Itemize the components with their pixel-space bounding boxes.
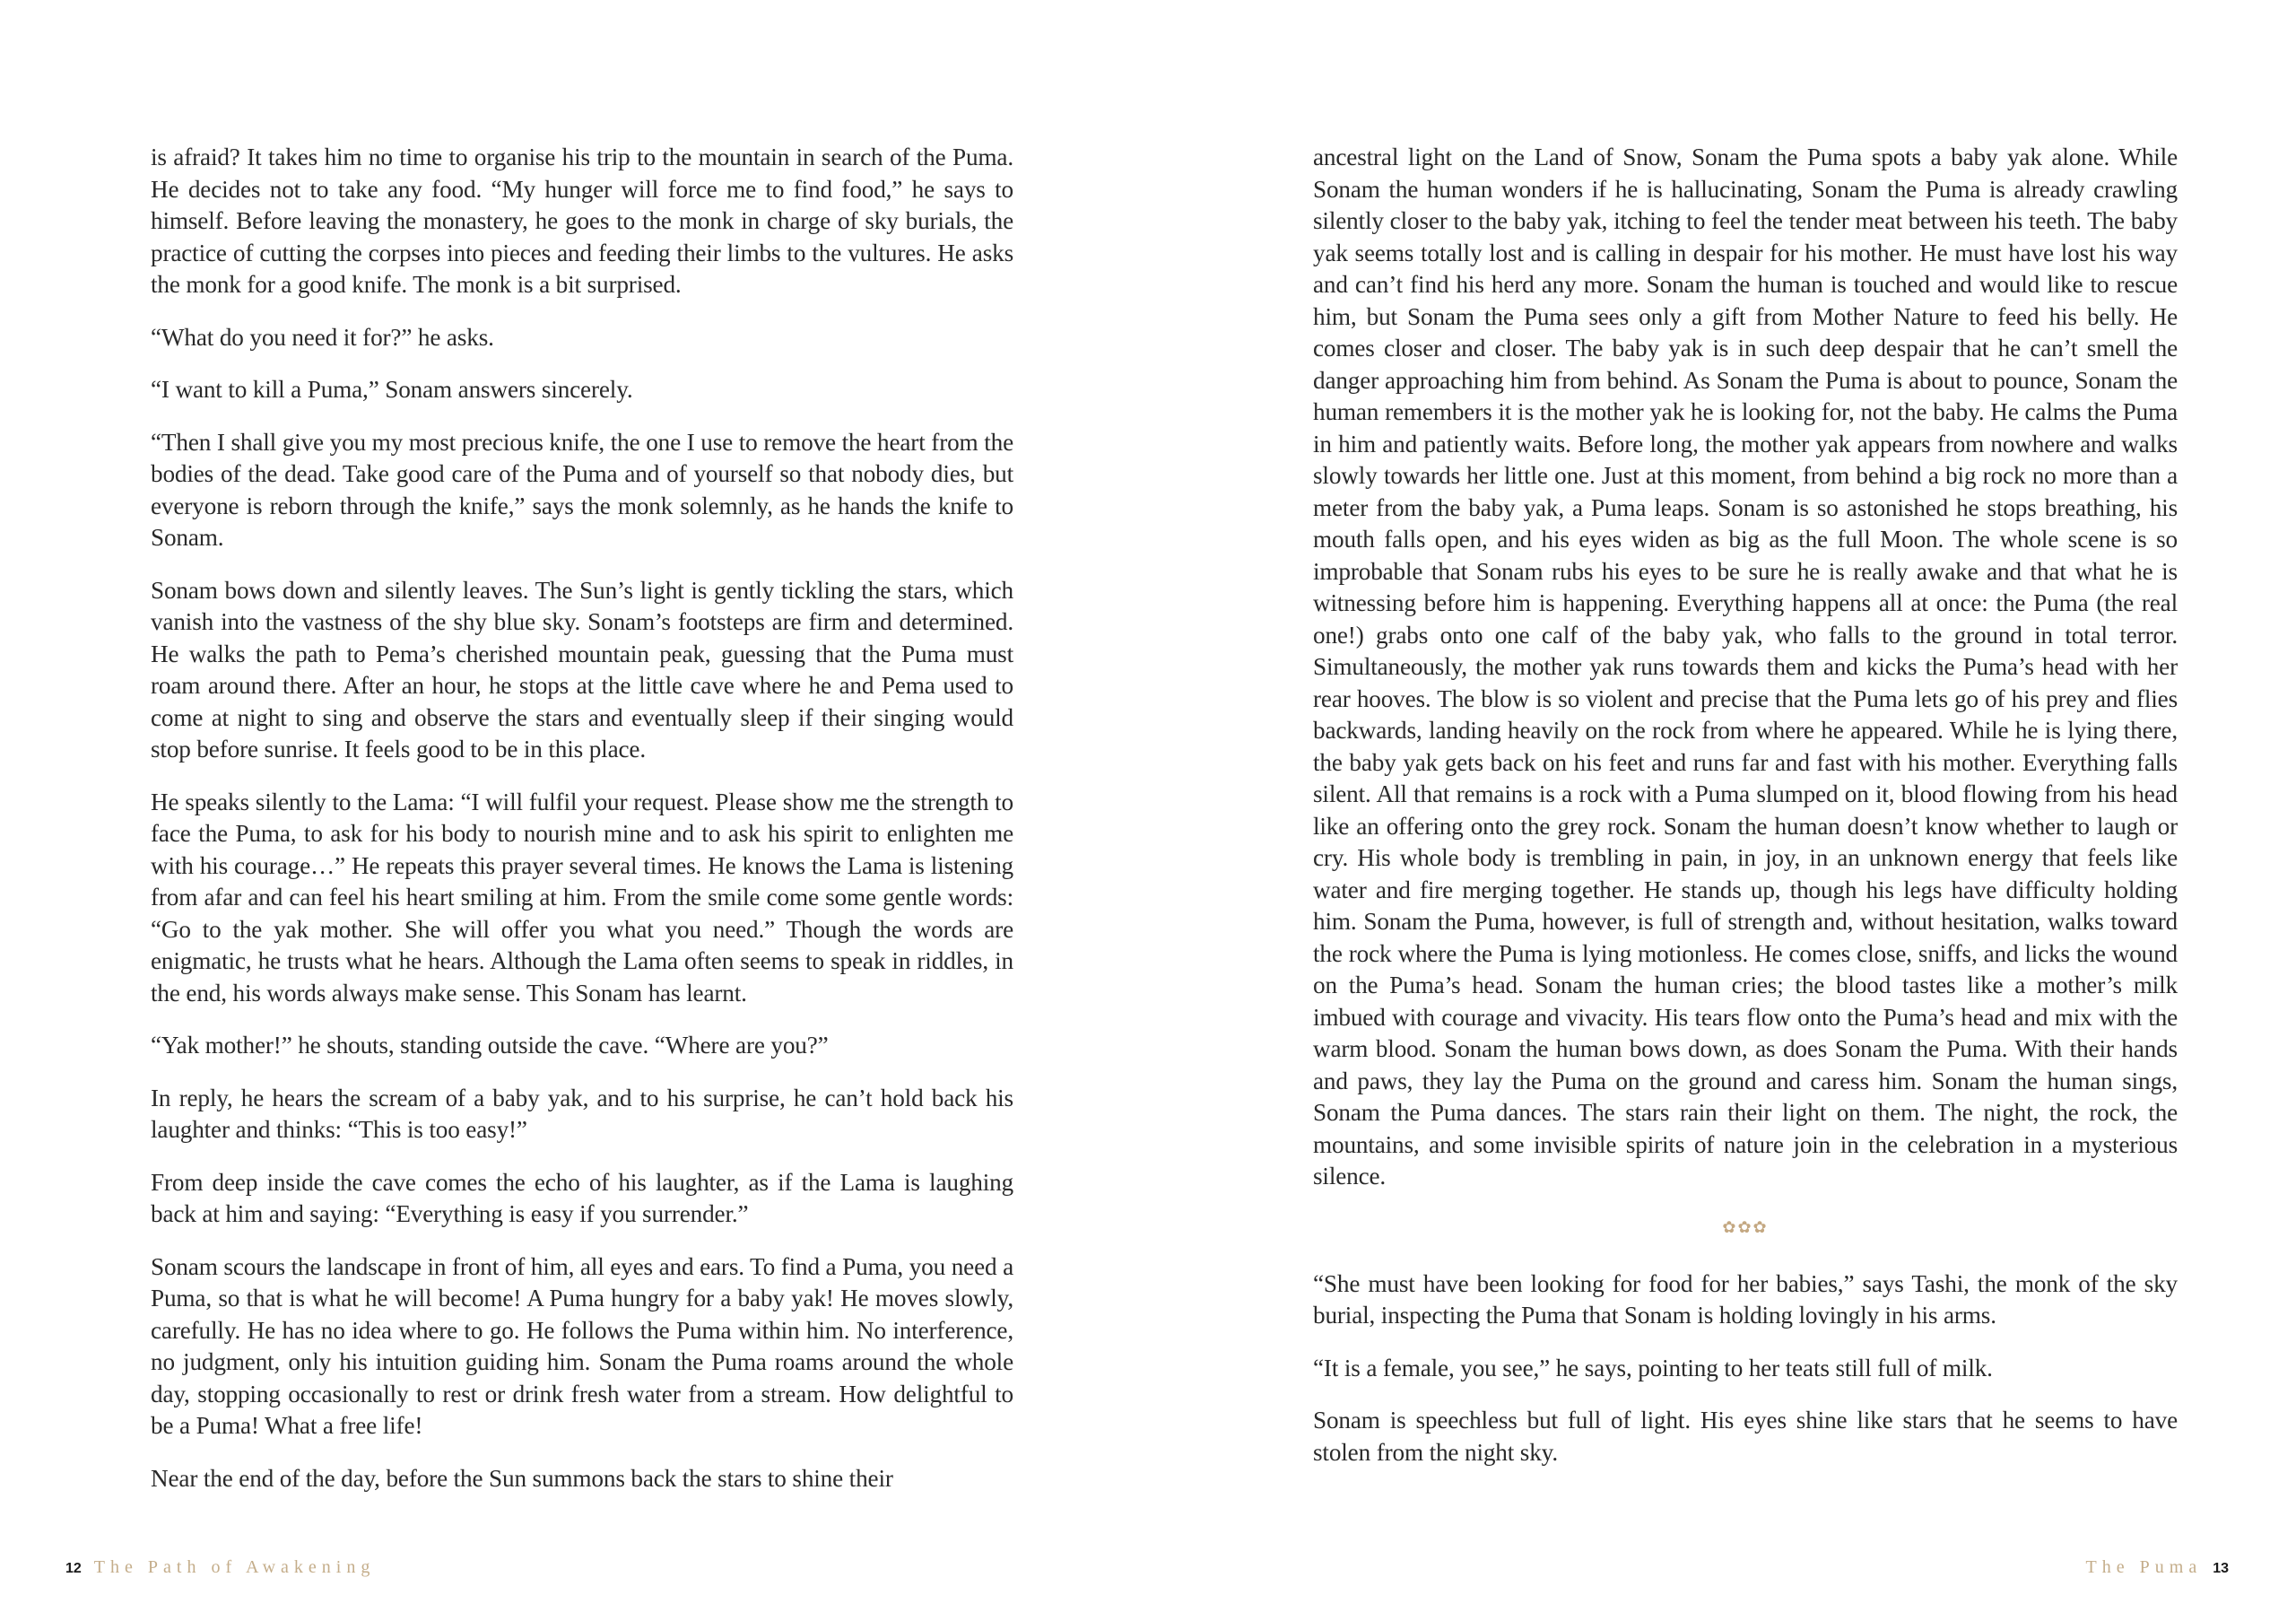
paragraph: From deep inside the cave comes the echo of his laughter, as if the Lama is laughing back at him and saying: “Everything is easy if you surrender.”: [151, 1168, 1013, 1227]
paragraph: “I want to kill a Puma,” Sonam answers sincerely.: [151, 376, 633, 403]
paragraph: Near the end of the day, before the Sun summons back the stars to shine their: [151, 1464, 893, 1492]
right-page-footer: [2086, 1556, 2229, 1580]
left-page-body: [151, 142, 1013, 1515]
left-page-footer: [65, 1556, 375, 1580]
paragraph: “What do you need it for?” he asks.: [151, 323, 494, 351]
paragraph: Sonam bows down and silently leaves. The Sun’s light is gently tickling the stars, which vanish into the vastness of the shy blue sky. Sonam’s footsteps are firm and determined. He walks the path to Pema’s cherished mountain peak, guessing that the Puma must roam around there. After an hour, he stops at the little cave where he and Pema used to come at night to sing and observe the stars and eventually sleep if their singing would stop before sunrise. It feels good to be in this place.: [151, 576, 1013, 763]
paragraph: Sonam is speechless but full of light. His eyes shine like stars that he seems to have stolen from the night sky.: [1313, 1407, 2178, 1466]
paragraph: Sonam scours the landscape in front of him, all eyes and ears. To find a Puma, you need a Puma, so that is what he will become! A Puma hungry for a baby yak! He moves slowly, carefully. He has no idea where to go. He follows the Puma within him. No interference, no judgment, only his intuition guiding him. Sonam the Puma roams around the whole day, stopping occasionally to rest or drink fresh water from a stream. How delightful to be a Puma! What a free life!: [151, 1252, 1013, 1439]
section-break-ornament: ✿✿✿: [1722, 1217, 1769, 1236]
running-title: The Path of Awakening: [93, 1557, 376, 1577]
paragraph: ancestral light on the Land of Snow, Sonam the Puma spots a baby yak alone. While Sonam the human wonders if he is hallucinating, Sonam the Puma is already crawling silently closer to the baby yak, itching to feel the tender meat between his teeth. The baby yak seems totally lost and is calling in despair for his mother. He must have lost his way and can’t find his herd any more. Sonam the human is touched and would like to rescue him, but Sonam the Puma sees only a gift from Mother Nature to feed his belly. He comes closer and closer. The baby yak is in such deep despair that he can’t smell the danger approaching him from behind. As Sonam the Puma is about to pounce, Sonam the human remembers it is the mother yak he is looking for, not the baby. He calms the Puma in him and patiently waits. Before long, the mother yak appears from nowhere and walks slowly towards her little one. Just at this moment, from behind a big rock no more than a meter from the baby yak, a Puma leaps. Sonam is so astonished he stops breathing, his mouth falls open, and his eyes widen as big as the full Moon. The whole scene is so improbable that Sonam rubs his eyes to be sure he is really awake and that what he is witnessing before him is happening. Everything happens all at once: the Puma (the real one!) grabs onto one calf of the baby yak, who falls to the ground in total terror. Simultaneously, the mother yak runs towards them and kicks the Puma’s head with her rear hooves. The blow is so violent and precise that the Puma lets go of his prey and flies backwards, landing heavily on the rock from where he appeared. While he is lying there, the baby yak gets back on his feet and runs far and fast with his mother. Everything falls silent. All that remains is a rock with a Puma slumped on it, blood flowing from his head like an offering onto the grey rock. Sonam the human doesn’t know whether to laugh or cry. His whole body is trembling in pain, in joy, in an unknown energy that feels like water and fire merging together. He stands up, though his legs have difficulty holding him. Sonam the Puma, however, is full of strength and, without hesitation, walks toward the rock where the Puma is lying motionless. He comes close, sniffs, and licks the wound on the Puma’s head. Sonam the human cries; the blood tastes like a mother’s milk imbued with courage and vivacity. His tears flow onto the Puma’s head and mix with the warm blood. Sonam the human bows down, as does Sonam the Puma. With their hands and paws, they lay the Puma on the ground and caress him. Sonam the human sings, Sonam the Puma dances. The stars rain their light on them. The night, the rock, the mountains, and some invisible spirits of nature join in the celebration in a mysterious silence.: [1313, 144, 2178, 1190]
right-page: [1148, 0, 2296, 1621]
paragraph: “Then I shall give you my most precious knife, the one I use to remove the heart from the bodies of the dead. Take good care of the Puma and of yourself so that nobody dies, but everyone is reborn through the knife,” says the monk solemnly, as he hands the knife to Sonam.: [151, 428, 1013, 551]
paragraph: “It is a female, you see,” he says, pointing to her teats still full of milk.: [1313, 1354, 1993, 1381]
paragraph: is afraid? It takes him no time to organise his trip to the mountain in search of the Puma. He decides not to take any food. “My hunger will force me to find food,” he says to himself. Before leaving the monastery, he goes to the monk in charge of sky burials, the practice of cutting the corpses into pieces and feeding their limbs to the vultures. He asks the monk for a good knife. The monk is a bit surprised.: [151, 144, 1013, 298]
page-number: 13: [2213, 1561, 2229, 1576]
paragraph: In reply, he hears the scream of a baby yak, and to his surprise, he can’t hold back his laughter and thinks: “This is too easy!”: [151, 1084, 1013, 1143]
paragraph: “She must have been looking for food for her babies,” says Tashi, the monk of the sky burial, inspecting the Puma that Sonam is holding lovingly in his arms.: [1313, 1269, 2178, 1329]
paragraph: “Yak mother!” he shouts, standing outside the cave. “Where are you?”: [151, 1032, 829, 1059]
paragraph: He speaks silently to the Lama: “I will fulfil your request. Please show me the strength to face the Puma, to ask for his body to nourish mine and to ask his spirit to enlighten me with his courage…” He repeats this prayer several times. He knows the Lama is listening from afar and can feel his heart smiling at him. From the smile come some gentle words: “Go to the yak mother. She will offer you what you need.” Though the words are enigmatic, he trusts what he hears. Although the Lama often seems to speak in riddles, in the end, his words always make sense. This Sonam has learnt.: [151, 788, 1013, 1007]
running-title: The Puma: [2085, 1557, 2203, 1577]
right-page-body: [1313, 142, 2178, 1489]
page-number: 12: [65, 1561, 82, 1576]
